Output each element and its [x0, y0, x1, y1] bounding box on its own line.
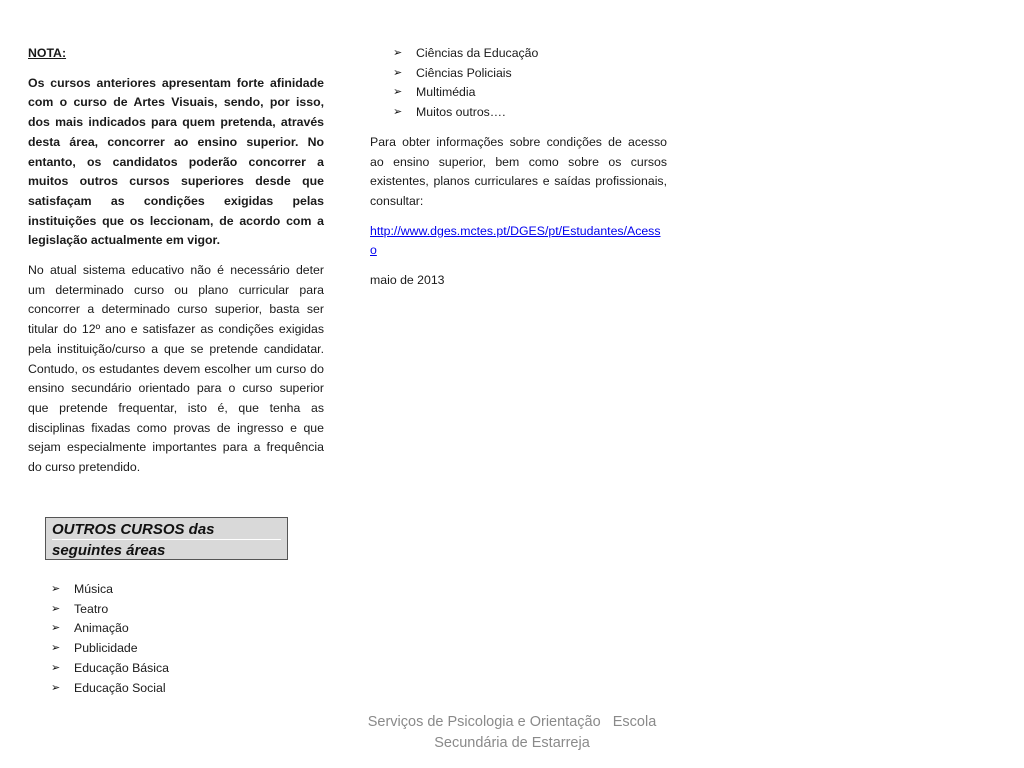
nota-paragraph: Os cursos anteriores apresentam forte afinidade com o curso de Artes Visuais, sendo, por isso, dos mais indicados para quem pretenda, através desta área, concorrer ao ensino superior. No entanto, os candidatos poderão concorrer a muitos outros cursos superiores desde que satisfaçam as condições exigidas pelas instituições que os leccionam, de acordo com a legislação actualmente em vigor.	[28, 75, 324, 248]
heading-divider	[52, 539, 281, 540]
date-text: maio de 2013	[370, 273, 445, 288]
education-system-paragraph: No atual sistema educativo não é necessário deter um determinado curso ou plano curricular para concorrer a determinado curso superior, basta ser titular do 12º ano e satisfazer as condições exigidas pela instituição/curso a que se pretende candidatar. Contudo, os estudantes devem escolher um curso do ensino secundário orientado para o curso superior que pretende frequentar, isto é, que tenha as disciplinas fixadas como provas de ingresso e que sejam especialmente importantes para a frequência do curso pretendido.	[28, 263, 324, 475]
dges-link[interactable]: http://www.dges.mctes.pt/DGES/pt/Estudantes/Acesso	[370, 223, 661, 258]
other-courses-heading-line1: OUTROS CURSOS das	[52, 521, 215, 538]
arrowhead-bullet-icon: ➢	[51, 642, 61, 655]
list-item	[51, 600, 169, 620]
dges-link-paragraph	[370, 222, 667, 261]
arrowhead-bullet-icon: ➢	[393, 66, 403, 79]
list-item	[51, 619, 169, 639]
arrowhead-bullet-icon: ➢	[393, 106, 403, 119]
list-item	[393, 83, 667, 103]
list-item	[393, 103, 667, 123]
arrowhead-bullet-icon: ➢	[51, 681, 61, 694]
list-item	[393, 44, 667, 64]
arrowhead-bullet-icon: ➢	[51, 661, 61, 674]
list-item	[51, 639, 169, 659]
list-item	[51, 580, 169, 600]
nota-title-text: NOTA	[28, 46, 62, 60]
other-courses-heading-box	[45, 517, 288, 560]
list-item-label: Música	[74, 582, 113, 596]
access-info-paragraph: Para obter informações sobre condições de acesso ao ensino superior, bem como sobre os cursos existentes, planos curriculares e saídas profissionais, consultar:	[370, 134, 667, 208]
footer-line1: Serviços de Psicologia e Orientação Escola	[367, 714, 657, 730]
footer-school-name	[340, 712, 684, 754]
list-item-label: Educação Social	[74, 680, 166, 695]
list-item-label: Teatro	[74, 601, 109, 616]
arrowhead-bullet-icon: ➢	[393, 86, 403, 99]
arrowhead-bullet-icon: ➢	[51, 583, 61, 595]
footer-line2: Secundária de Estarreja	[434, 735, 590, 751]
list-item	[393, 64, 667, 84]
list-item-label: Ciências Policiais	[416, 65, 512, 80]
arrowhead-bullet-icon: ➢	[51, 622, 61, 635]
nota-heading	[28, 44, 324, 64]
arrowhead-bullet-icon: ➢	[393, 47, 403, 59]
list-item-label: Muitos outros….	[416, 105, 506, 120]
other-courses-list	[51, 580, 169, 698]
list-item-label: Animação	[74, 621, 129, 636]
list-item-label: Educação Básica	[74, 660, 170, 675]
nota-colon: :	[61, 46, 67, 60]
list-item-label: Publicidade	[74, 641, 138, 656]
right-column	[370, 44, 667, 301]
list-item	[51, 679, 169, 699]
left-column	[28, 44, 324, 488]
arrowhead-bullet-icon: ➢	[51, 602, 61, 615]
list-item	[51, 659, 169, 679]
list-item-label: Multimédia	[416, 85, 476, 100]
more-courses-list	[393, 44, 667, 123]
other-courses-heading-line2: seguintes áreas	[52, 542, 166, 559]
list-item-label: Ciências da Educação	[416, 46, 539, 60]
